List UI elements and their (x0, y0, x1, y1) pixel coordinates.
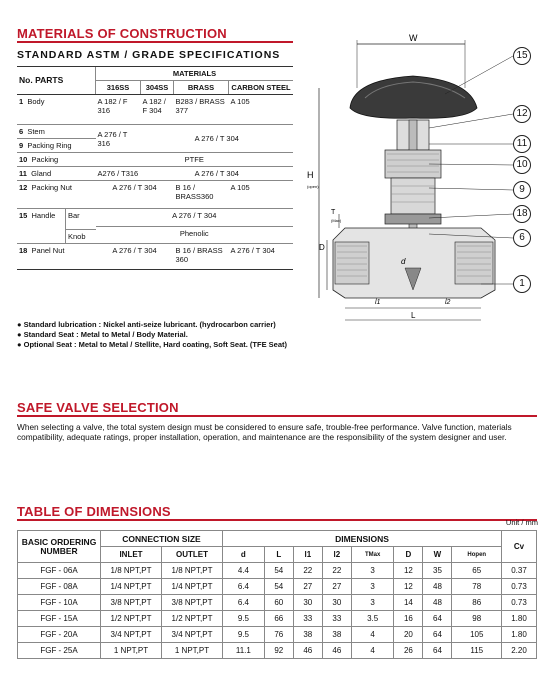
dim-cell: 4.4 (223, 563, 265, 579)
row-part: Stem (27, 127, 45, 136)
cell-304: A 182 / F 304 (141, 95, 174, 125)
table-row (17, 125, 293, 139)
row-no: 9 (19, 141, 24, 150)
dim-cell: 1.80 (502, 611, 537, 627)
safe-text: When selecting a valve, the total system design must be considered to ensure safe, trouble-free performance. Valve function, materials compatibility, adequate ratings, proper installation, operation, and maintenance are the responsibility of the system designer and user. (17, 422, 512, 443)
cell-brass: B283 / BRASS 377 (174, 95, 229, 125)
dim-cell: 1 NPT,PT (101, 643, 162, 659)
label-h: H (307, 170, 314, 180)
row-part: Packing Ring (27, 141, 72, 150)
order-number-cell: FGF - 25A (18, 643, 101, 659)
dim-cell: 54 (264, 563, 293, 579)
materials-title: MATERIALS OF CONSTRUCTION (17, 26, 227, 41)
col-no: No. (19, 75, 33, 85)
dim-cell: 105 (452, 627, 502, 643)
dim-cell: 3.5 (351, 611, 394, 627)
cell-carbon: A 105 (229, 181, 294, 209)
dim-cell: 0.73 (502, 595, 537, 611)
materials-table (17, 66, 293, 270)
materials-notes (17, 320, 347, 350)
col-l2: l2 (322, 547, 351, 563)
cell-rest: A 276 / T 304 (141, 167, 294, 181)
col-H: Hopen (452, 547, 502, 563)
order-number-cell: FGF - 20A (18, 627, 101, 643)
materials-subtitle: STANDARD ASTM / GRADE SPECIFICATIONS (17, 49, 281, 61)
col-brass: BRASS (174, 81, 229, 95)
dim-cell: 65 (452, 563, 502, 579)
label-d-small: d (401, 257, 406, 266)
dim-cell: 38 (322, 627, 351, 643)
cell-316-304: A 276 / T 304 (96, 244, 174, 270)
table-row (17, 209, 293, 227)
row-no: 10 (19, 155, 28, 164)
cell-316-304: A 276 / T 304 (96, 181, 174, 209)
dim-cell: 4 (351, 643, 394, 659)
callout-12: 12 (513, 105, 531, 123)
handle-sub-knob: Knob (68, 232, 86, 241)
row-no: 18 (19, 246, 28, 255)
row-part: Gland (31, 169, 52, 178)
callout-10: 10 (513, 156, 531, 174)
dim-cell: 54 (264, 579, 293, 595)
col-outlet: OUTLET (162, 547, 223, 563)
dim-cell: 3 (351, 579, 394, 595)
dim-cell: 1.80 (502, 627, 537, 643)
col-inlet: INLET (101, 547, 162, 563)
col-D: D (394, 547, 423, 563)
label-l2: l2 (445, 299, 451, 306)
callout-11: 11 (513, 135, 531, 153)
unit-label: Unit / mm (505, 518, 538, 527)
dim-cell: 27 (322, 579, 351, 595)
dim-cell: 3 (351, 595, 394, 611)
cell-rest: A 276 / T 304 (141, 125, 294, 153)
col-parts: PARTS (35, 75, 64, 85)
dim-cell: 27 (293, 579, 322, 595)
row-part: Packing Nut (31, 183, 72, 192)
dim-cell: 1/2 NPT,PT (162, 611, 223, 627)
label-h-sub: (open) (307, 184, 319, 189)
dimensions-title: TABLE OF DIMENSIONS (17, 504, 171, 519)
label-l: L (411, 311, 416, 320)
dim-cell: 98 (452, 611, 502, 627)
col-dims: DIMENSIONS (223, 531, 502, 547)
table-row (17, 181, 293, 209)
order-number-cell: FGF - 10A (18, 595, 101, 611)
dim-cell: 1/2 NPT,PT (101, 611, 162, 627)
dim-cell: 38 (293, 627, 322, 643)
dim-cell: 115 (452, 643, 502, 659)
dim-cell: 46 (322, 643, 351, 659)
table-row (18, 611, 537, 627)
dim-cell: 1/4 NPT,PT (101, 579, 162, 595)
cell-brass: B 16 / BRASS360 (174, 181, 229, 209)
dim-cell: 33 (322, 611, 351, 627)
dim-cell: 35 (423, 563, 452, 579)
dim-cell: 66 (264, 611, 293, 627)
note-item: ● Standard lubrication : Nickel anti-seize lubricant. (hydrocarbon carrier) (17, 320, 276, 329)
dim-cell: 46 (293, 643, 322, 659)
col-304: 304SS (141, 81, 174, 95)
col-conn: CONNECTION SIZE (101, 531, 223, 547)
col-L: L (264, 547, 293, 563)
callout-1: 1 (513, 275, 531, 293)
materials-title-rule (17, 41, 293, 43)
table-row (17, 244, 293, 270)
col-cv: Cv (502, 531, 537, 563)
dimensions-title-rule (17, 519, 537, 521)
dim-cell: 6.4 (223, 595, 265, 611)
cell-knob: Phenolic (96, 226, 294, 244)
col-l1: l1 (293, 547, 322, 563)
cell-bar: A 276 / T 304 (96, 209, 294, 227)
callout-9: 9 (513, 181, 531, 199)
dim-cell: 9.5 (223, 611, 265, 627)
callout-18: 18 (513, 205, 531, 223)
dim-cell: 86 (452, 595, 502, 611)
dim-cell: 4 (351, 627, 394, 643)
cell-316: A276 / T316 (96, 167, 141, 181)
cell-316: A 182 / F 316 (96, 95, 141, 125)
dim-cell: 22 (322, 563, 351, 579)
row-part: Handle (31, 211, 56, 220)
dim-cell: 3/8 NPT,PT (101, 595, 162, 611)
col-T: TMax (351, 547, 394, 563)
dim-cell: 1/8 NPT,PT (101, 563, 162, 579)
dim-cell: 92 (264, 643, 293, 659)
label-d: D (319, 243, 325, 252)
dim-cell: 3/8 NPT,PT (162, 595, 223, 611)
label-w: W (409, 33, 418, 43)
row-no: 15 (19, 211, 28, 220)
callout-6: 6 (513, 229, 531, 247)
dim-cell: 64 (423, 611, 452, 627)
dim-cell: 1/8 NPT,PT (162, 563, 223, 579)
row-no: 11 (19, 169, 27, 178)
dim-cell: 26 (394, 643, 423, 659)
dim-cell: 0.37 (502, 563, 537, 579)
row-part: Panel Nut (31, 246, 65, 255)
row-no: 12 (19, 183, 28, 192)
order-number-cell: FGF - 15A (18, 611, 101, 627)
row-part: Packing (31, 155, 59, 164)
dim-cell: 64 (423, 643, 452, 659)
col-W: W (423, 547, 452, 563)
order-number-cell: FGF - 06A (18, 563, 101, 579)
dim-cell: 12 (394, 579, 423, 595)
dim-cell: 60 (264, 595, 293, 611)
row-no: 6 (19, 127, 24, 136)
valve-diagram (305, 28, 545, 328)
cell-316: A 276 / T 316 (96, 125, 141, 153)
cell-all: PTFE (96, 153, 294, 167)
safe-title-rule (17, 415, 537, 417)
col-materials: MATERIALS (96, 67, 294, 81)
table-row (18, 643, 537, 659)
table-row (17, 95, 293, 125)
dim-cell: 78 (452, 579, 502, 595)
col-order: BASIC ORDERING NUMBER (18, 531, 101, 563)
col-316: 316SS (96, 81, 141, 95)
dim-cell: 6.4 (223, 579, 265, 595)
dim-cell: 30 (322, 595, 351, 611)
dim-cell: 3/4 NPT,PT (101, 627, 162, 643)
dim-cell: 30 (293, 595, 322, 611)
cell-brass: B 16 / BRASS 360 (174, 244, 229, 270)
dim-cell: 3 (351, 563, 394, 579)
dim-cell: 2.20 (502, 643, 537, 659)
note-item: ● Standard Seat : Metal to Metal / Body Material. (17, 330, 188, 339)
note-item: ● Optional Seat : Metal to Metal / Stellite, Hard coating, Soft Seat. (TFE Seat) (17, 340, 287, 349)
col-carbon: CARBON STEEL (229, 81, 294, 95)
handle-sub-bar: Bar (66, 209, 96, 230)
dim-cell: 12 (394, 563, 423, 579)
label-t-sub: (Max) (331, 218, 342, 223)
dim-cell: 11.1 (223, 643, 265, 659)
dim-cell: 9.5 (223, 627, 265, 643)
label-l1: l1 (375, 299, 381, 306)
table-row (18, 579, 537, 595)
cell-carbon: A 105 (229, 95, 294, 125)
callout-15: 15 (513, 47, 531, 65)
table-row (17, 167, 293, 181)
dim-cell: 1 NPT,PT (162, 643, 223, 659)
dimensions-table (17, 530, 537, 659)
row-part: Body (27, 97, 45, 106)
dim-cell: 64 (423, 627, 452, 643)
dim-cell: 48 (423, 595, 452, 611)
dim-cell: 22 (293, 563, 322, 579)
order-number-cell: FGF - 08A (18, 579, 101, 595)
dim-cell: 3/4 NPT,PT (162, 627, 223, 643)
dim-cell: 1/4 NPT,PT (162, 579, 223, 595)
dim-cell: 0.73 (502, 579, 537, 595)
col-d: d (223, 547, 265, 563)
table-row (18, 563, 537, 579)
table-row (17, 153, 293, 167)
dim-cell: 48 (423, 579, 452, 595)
cell-carbon: A 276 / T 304 (229, 244, 294, 270)
safe-title: SAFE VALVE SELECTION (17, 400, 179, 415)
dim-cell: 20 (394, 627, 423, 643)
label-t: T (331, 209, 336, 216)
dim-cell: 14 (394, 595, 423, 611)
table-row (18, 595, 537, 611)
dim-cell: 16 (394, 611, 423, 627)
table-row (18, 627, 537, 643)
row-no: 1 (19, 97, 24, 106)
dim-cell: 76 (264, 627, 293, 643)
dim-cell: 33 (293, 611, 322, 627)
